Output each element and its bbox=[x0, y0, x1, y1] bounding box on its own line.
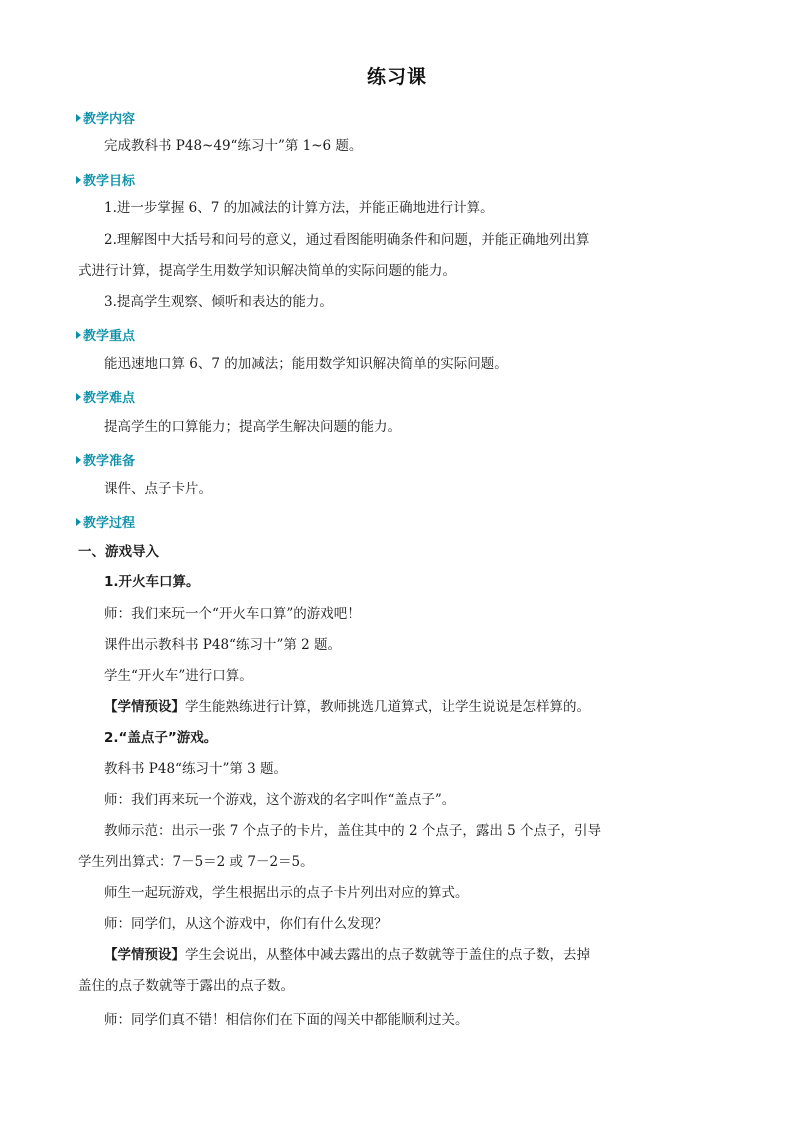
key-points-line: 能迅速地口算 6、7 的加减法；能用数学知识解决简单的实际问题。 bbox=[104, 356, 508, 372]
part-title: 一、游戏导入 bbox=[78, 544, 159, 560]
goals-line: 1.进一步掌握 6、7 的加减法的计算方法，并能正确地进行计算。 bbox=[104, 200, 494, 216]
section-heading-difficulties bbox=[76, 387, 135, 406]
content-line: 完成教科书 P48~49“练习十”第 1~6 题。 bbox=[104, 138, 363, 154]
page-title: 练习课 bbox=[366, 66, 427, 88]
process-line: 师生一起玩游戏，学生根据出示的点子卡片列出对应的算式。 bbox=[104, 885, 469, 901]
triangle-bullet-icon bbox=[76, 518, 81, 526]
section-heading-label: 教学目标 bbox=[83, 174, 136, 189]
process-line: 师：我们再来玩一个游戏，这个游戏的名字叫作“盖点子”。 bbox=[104, 792, 456, 808]
preparation-line: 课件、点子卡片。 bbox=[104, 481, 212, 497]
preview-tag: 【学情预设】 bbox=[104, 947, 185, 963]
section-heading-label: 教学难点 bbox=[83, 391, 136, 406]
difficulties-line: 提高学生的口算能力；提高学生解决问题的能力。 bbox=[104, 419, 401, 435]
goals-line: 式进行计算，提高学生用数学知识解决简单的实际问题的能力。 bbox=[78, 263, 456, 279]
process-line: 课件出示教科书 P48“练习十”第 2 题。 bbox=[104, 637, 342, 653]
section-heading-label: 教学过程 bbox=[83, 516, 136, 531]
triangle-bullet-icon bbox=[76, 176, 81, 184]
goals-line: 3.提高学生观察、倾听和表达的能力。 bbox=[104, 294, 333, 310]
process-line: 教科书 P48“练习十”第 3 题。 bbox=[104, 761, 288, 777]
preview-text: 学生会说出，从整体中减去露出的点子数就等于盖住的点子数，去掉 bbox=[185, 947, 590, 963]
section-heading-process bbox=[76, 512, 135, 531]
process-line: 学生“开火车”进行口算。 bbox=[104, 668, 253, 684]
process-line: 学生列出算式：7－5＝2 或 7－2＝5。 bbox=[78, 854, 314, 870]
item-title: 1.开火车口算。 bbox=[104, 574, 200, 590]
section-heading-label: 教学准备 bbox=[83, 454, 136, 469]
process-line: 师：我们来玩一个“开火车口算”的游戏吧！ bbox=[104, 606, 361, 622]
preview-tag: 【学情预设】 bbox=[104, 699, 185, 715]
triangle-bullet-icon bbox=[76, 393, 81, 401]
triangle-bullet-icon bbox=[76, 114, 81, 122]
preview-line-continued: 盖住的点子数就等于露出的点子数。 bbox=[78, 978, 294, 994]
preview-line bbox=[104, 698, 590, 716]
process-line: 师：同学们真不错！相信你们在下面的闯关中都能顺利过关。 bbox=[104, 1012, 469, 1028]
triangle-bullet-icon bbox=[76, 456, 81, 464]
section-heading-label: 教学内容 bbox=[83, 112, 136, 127]
triangle-bullet-icon bbox=[76, 331, 81, 339]
preview-text: 学生能熟练进行计算，教师挑选几道算式，让学生说说是怎样算的。 bbox=[185, 699, 590, 715]
section-heading-label: 教学重点 bbox=[83, 329, 136, 344]
section-heading-content bbox=[76, 108, 135, 127]
section-heading-preparation bbox=[76, 450, 135, 469]
preview-line bbox=[104, 946, 590, 964]
item-title: 2.“盖点子”游戏。 bbox=[104, 730, 218, 746]
process-line: 师：同学们，从这个游戏中，你们有什么发现？ bbox=[104, 916, 388, 932]
process-line: 教师示范：出示一张 7 个点子的卡片，盖住其中的 2 个点子，露出 5 个点子，引导 bbox=[104, 823, 602, 839]
section-heading-goals bbox=[76, 170, 135, 189]
goals-line: 2.理解图中大括号和问号的意义，通过看图能明确条件和问题，并能正确地列出算 bbox=[104, 232, 590, 248]
section-heading-key-points bbox=[76, 325, 135, 344]
